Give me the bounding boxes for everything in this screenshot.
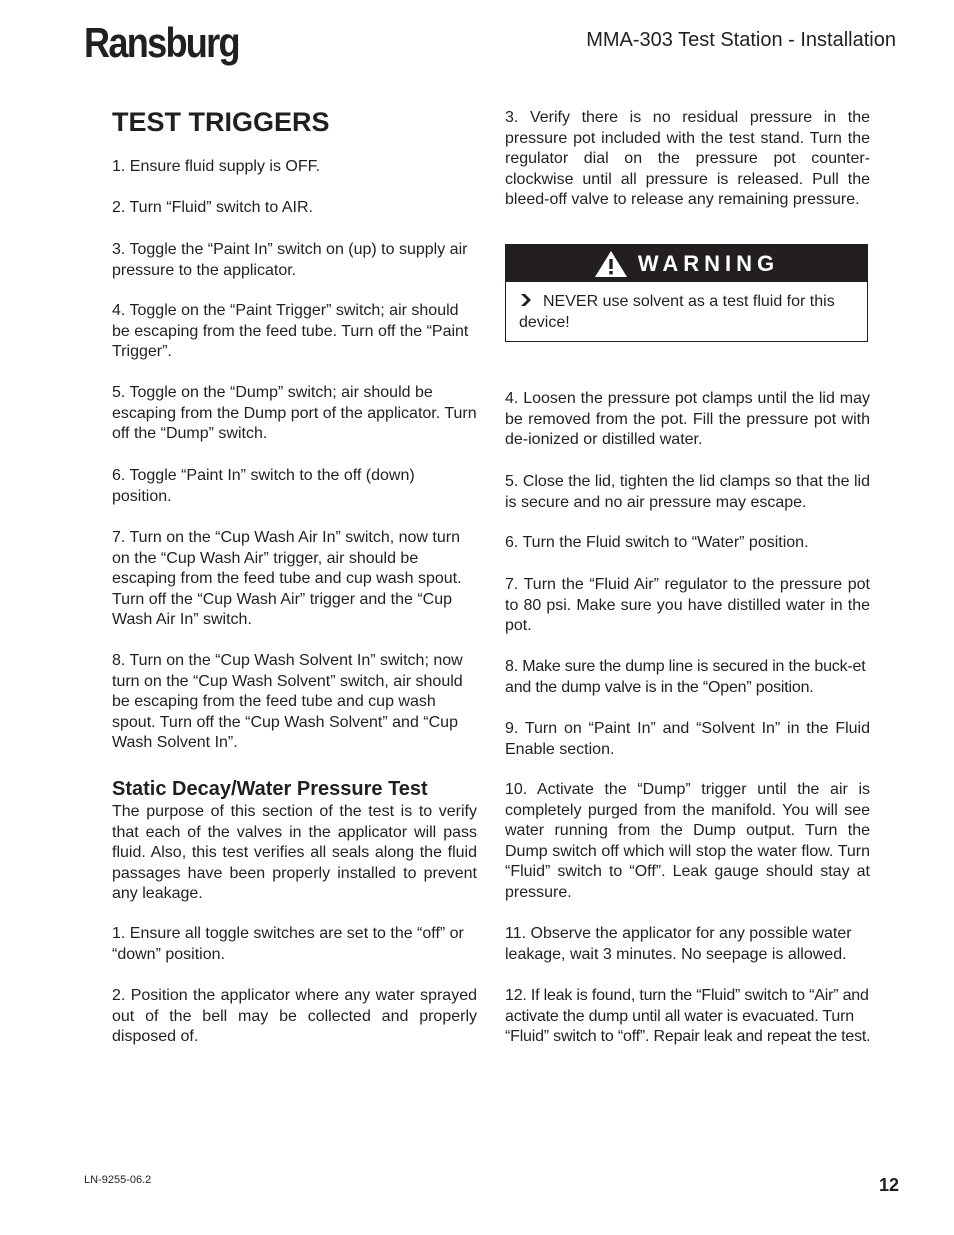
decay-step-2: 2. Position the applicator where any water sprayed out of the bell may be collected and properly disposed of. <box>112 987 477 1046</box>
decay-step-9: 9. Turn on “Paint In” and “Solvent In” in the Fluid Enable section. <box>505 720 870 758</box>
decay-step-11: 11. Observe the applicator for any possible water leakage, wait 3 minutes. No seepage is allowed. <box>505 925 852 963</box>
trigger-step-4: 4. Toggle on the “Paint Trigger” switch; air should be escaping from the feed tube. Turn off the “Paint Trigger”. <box>112 302 469 361</box>
warning-message <box>519 292 864 333</box>
decay-step-8: 8. Make sure the dump line is secured in the buck-et and the dump valve is in the “Open” position. <box>505 658 866 696</box>
document-title: MMA-303 Test Station - Installation <box>586 29 896 51</box>
subsection-heading: Static Decay/Water Pressure Test <box>112 778 428 800</box>
trigger-step-8: 8. Turn on the “Cup Wash Solvent In” switch; now turn on the “Cup Wash Solvent” switch, air should be escaping from the feed tube and cup wash spout. Turn off the “Cup Wash Solvent” and “Cup Wash Solvent In”. <box>112 652 463 752</box>
decay-step-10: 10. Activate the “Dump” trigger until the air is completely purged from the manifold. You will see water running from the Dump output. Turn the Dump switch off which will stop the water flow. Turn “Fluid” switch to “Off”. Leak gauge should stay at pressure. <box>505 781 870 901</box>
decay-step-5: 5. Close the lid, tighten the lid clamps so that the lid is secure and no air pressure may escape. <box>505 473 870 511</box>
page-number: 12 <box>878 1175 899 1195</box>
trigger-step-3: 3. Toggle the “Paint In” switch on (up) to supply air pressure to the applicator. <box>112 241 468 279</box>
warning-text: NEVER use solvent as a test fluid for this device! <box>519 293 835 331</box>
warning-label: WARNING <box>637 250 780 276</box>
trigger-step-1: 1. Ensure fluid supply is OFF. <box>112 158 321 175</box>
trigger-step-2: 2. Turn “Fluid” switch to AIR. <box>112 199 313 216</box>
decay-step-6: 6. Turn the Fluid switch to “Water” position. <box>505 534 809 551</box>
warning-header <box>506 245 867 282</box>
section-heading: TEST TRIGGERS <box>112 107 330 137</box>
trigger-step-6: 6. Toggle “Paint In” switch to the off (down) position. <box>112 467 415 505</box>
decay-step-7: 7. Turn the “Fluid Air” regulator to the pressure pot to 80 psi. Make sure you have distilled water in the pot. <box>505 576 870 635</box>
brand-logo: Ransburg <box>84 19 239 66</box>
decay-step-4: 4. Loosen the pressure pot clamps until the lid may be removed from the pot. Fill the pressure pot with de-ionized or distilled water. <box>505 390 870 449</box>
decay-step-1: 1. Ensure all toggle switches are set to the “off” or “down” position. <box>112 925 464 963</box>
decay-step-3: 3. Verify there is no residual pressure in the pressure pot included with the test stand. Turn the regulator dial on the pressure pot counter-clockwise until all pressure is released. Pull the bleed-off valve to release any remaining pressure. <box>505 109 870 209</box>
trigger-step-7: 7. Turn on the “Cup Wash Air In” switch, now turn on the “Cup Wash Air” trigger, air should be escaping from the feed tube and cup wash spout. Turn off the “Cup Wash Air” trigger and the “Cup Wash Air In” switch. <box>112 529 462 629</box>
decay-step-12: 12. If leak is found, turn the “Fluid” switch to “Air” and activate the dump until all water is evacuated. Turn “Fluid” switch to “off”. Repair leak and repeat the test. <box>505 987 871 1046</box>
document-code: LN-9255-06.2 <box>84 1174 152 1186</box>
decay-intro: The purpose of this section of the test is to verify that each of the valves in the applicator will pass fluid. Also, this test verifies all seals along the fluid passages have been properly installed to prevent any leakage. <box>112 803 477 903</box>
warning-triangle-icon <box>594 250 628 278</box>
arrow-bullet-icon <box>521 294 531 306</box>
warning-box <box>505 244 868 342</box>
trigger-step-5: 5. Toggle on the “Dump” switch; air should be escaping from the Dump port of the applicator. Turn off the “Dump” switch. <box>112 384 477 443</box>
